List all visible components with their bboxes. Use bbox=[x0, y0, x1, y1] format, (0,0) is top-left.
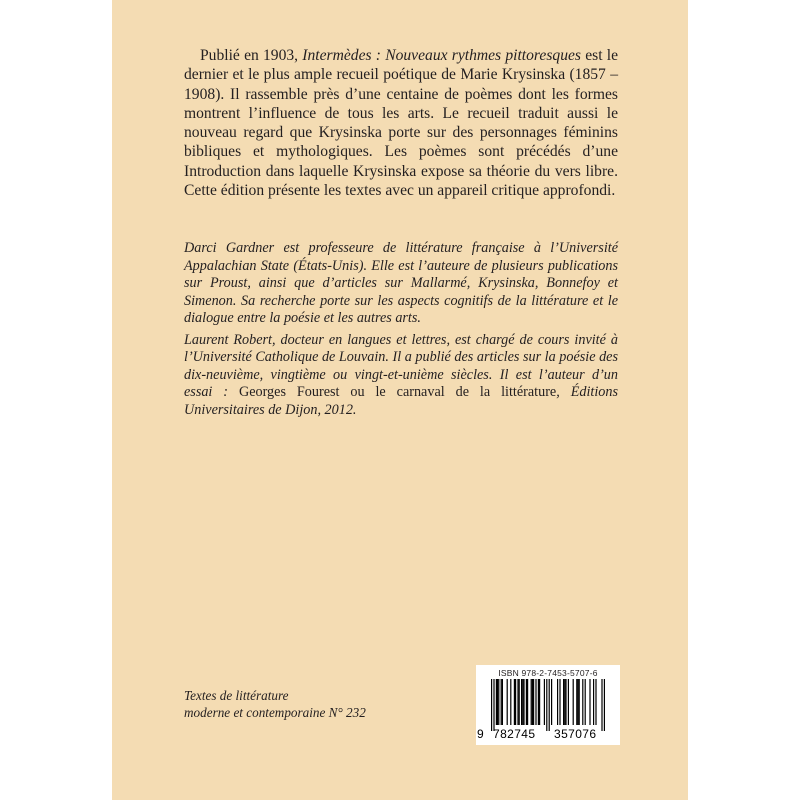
barcode-bar bbox=[496, 679, 497, 725]
barcode-bar bbox=[544, 679, 545, 725]
barcode-bar bbox=[510, 679, 511, 725]
barcode-bar bbox=[589, 679, 590, 725]
isbn-barcode bbox=[476, 665, 620, 745]
barcode-bar bbox=[563, 679, 564, 725]
barcode-bar bbox=[577, 679, 578, 725]
barcode-digit-first: 9 bbox=[477, 727, 485, 741]
barcode-bar bbox=[531, 679, 532, 725]
barcode-bar bbox=[564, 679, 565, 725]
barcode-bar bbox=[539, 679, 540, 725]
barcode-bar bbox=[497, 679, 498, 725]
barcode-bar bbox=[565, 679, 566, 725]
barcode-bar bbox=[507, 679, 508, 725]
author-bios bbox=[184, 240, 618, 423]
barcode-bar bbox=[593, 679, 594, 725]
series-name bbox=[184, 687, 444, 721]
series-line-2: moderne et contemporaine N° 232 bbox=[184, 705, 366, 720]
barcode-bar bbox=[549, 679, 550, 731]
barcode-bar bbox=[493, 679, 494, 731]
barcode-bar bbox=[519, 679, 520, 725]
barcode-bars bbox=[484, 679, 612, 731]
barcode-bar bbox=[523, 679, 524, 725]
barcode-bar bbox=[585, 679, 586, 725]
bio-robert-publisher: , Éditions Universitaires de Dijon, 2012. bbox=[184, 384, 618, 418]
barcode-bar bbox=[579, 679, 580, 725]
bio-robert bbox=[184, 332, 618, 420]
barcode-bar bbox=[517, 679, 518, 725]
barcode-bar bbox=[501, 679, 502, 725]
barcode-bar bbox=[595, 679, 596, 725]
barcode-bar bbox=[582, 679, 583, 725]
barcode-bar bbox=[551, 679, 552, 725]
summary-body: est le dernier et le plus ample recueil poétique de Marie Krysinska (1857 – 1908). Il rassemble près d’une centaine de poèmes dont les formes montrent l’influence de tous les arts. Le recueil traduit aussi le nouveau regard que Krysinska porte sur des personnages féminins bibliques et mythologiques. Les poèmes sont précédés d’une Introduction dans laquelle Krysinska expose sa théorie du vers libre. Cette édition présente les textes avec un appareil critique approfondi. bbox=[184, 47, 618, 200]
barcode-digits-right: 357076 bbox=[554, 727, 597, 741]
barcode-bar bbox=[521, 679, 522, 725]
barcode-digits-left: 782745 bbox=[493, 727, 536, 741]
barcode-bar bbox=[604, 679, 605, 731]
barcode-bar bbox=[532, 679, 533, 725]
barcode-bar bbox=[514, 679, 515, 725]
barcode-bar bbox=[526, 679, 527, 725]
barcode-bar bbox=[498, 679, 499, 725]
book-summary bbox=[184, 46, 618, 200]
barcode-bar bbox=[533, 679, 534, 725]
isbn-label: ISBN 978-2-7453-5707-6 bbox=[498, 668, 598, 678]
barcode-bar bbox=[535, 679, 536, 725]
barcode-bar bbox=[515, 679, 516, 725]
barcode-bar bbox=[601, 679, 602, 731]
barcode-bar bbox=[522, 679, 523, 725]
barcode-bar bbox=[527, 679, 528, 725]
bio-gardner: Darci Gardner est professeure de littérature française à l’Université Appalachian State (États-Unis). Elle est l’auteure de plusieurs publications sur Proust, ainsi que d’articles sur Mallarmé, Krysinska, Bonnefoy et Simenon. Sa recherche porte sur les aspects cognitifs de la littérature et le dialogue entre la poésie et les autres arts. bbox=[184, 240, 618, 326]
book-title: Intermèdes : Nouveaux rythmes pittoresques bbox=[302, 47, 581, 64]
summary-paragraph bbox=[184, 46, 618, 200]
barcode-bar bbox=[557, 679, 558, 725]
barcode-bar bbox=[576, 679, 577, 725]
bio-robert-book-title: Georges Fourest ou le carnaval de la littérature bbox=[238, 384, 557, 400]
barcode-bar bbox=[568, 679, 569, 725]
barcode-bar bbox=[559, 679, 560, 725]
series-line-1: Textes de littérature bbox=[184, 688, 289, 703]
barcode-bar bbox=[573, 679, 574, 725]
barcode-bar bbox=[546, 679, 547, 731]
barcode-bar bbox=[502, 679, 503, 725]
barcode-bar bbox=[538, 679, 539, 725]
barcode-bar bbox=[491, 679, 492, 731]
bio-robert-text: Laurent Robert, docteur en langues et lettres, est chargé de cours invité à l’Université Catholique de Louvain. Il a publié des articles sur la poésie des dix-neuvième, vingtième ou vingt-et-unième siècles. Il est l’auteur d’un essai : bbox=[184, 331, 618, 400]
summary-intro: Publié en 1903, bbox=[200, 47, 303, 64]
back-cover bbox=[112, 0, 688, 800]
